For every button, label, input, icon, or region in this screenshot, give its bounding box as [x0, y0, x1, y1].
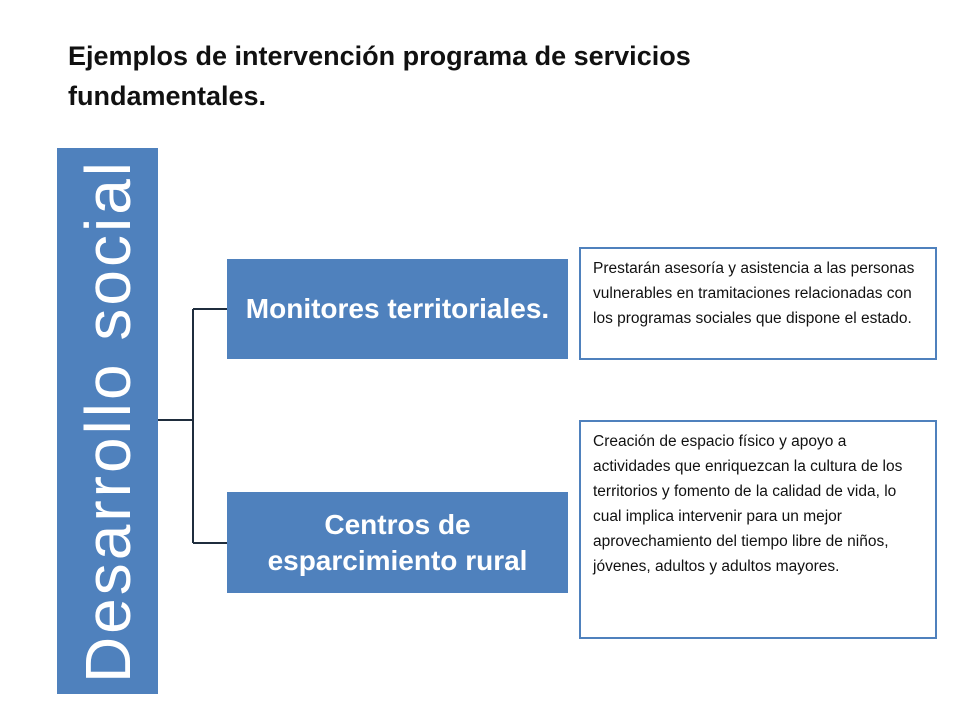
description-text: Creación de espacio físico y apoyo a actividades que enriquezcan la cultura de los territorios y fomento de la calidad de vida, lo cual implica intervenir para un mejor aprovechamiento del tiempo libre de niños, jóvenes, adultos y adultos mayores. [593, 433, 903, 575]
branch-node-label: Centros de esparcimiento rural [267, 508, 528, 576]
description-text: Prestarán asesoría y asistencia a las personas vulnerables en tramitaciones relacionadas con los programas sociales que dispone el estado. [593, 260, 915, 327]
description-box-centros [579, 420, 937, 639]
slide-title: Ejemplos de intervención programa de servicios fundamentales. [68, 41, 691, 111]
branch-node-monitores [227, 259, 568, 359]
description-box-monitores [579, 247, 937, 360]
branch-node-centros [227, 492, 568, 593]
root-node-label: Desarrollo social [71, 158, 144, 684]
branch-node-label: Monitores territoriales. [245, 293, 550, 324]
